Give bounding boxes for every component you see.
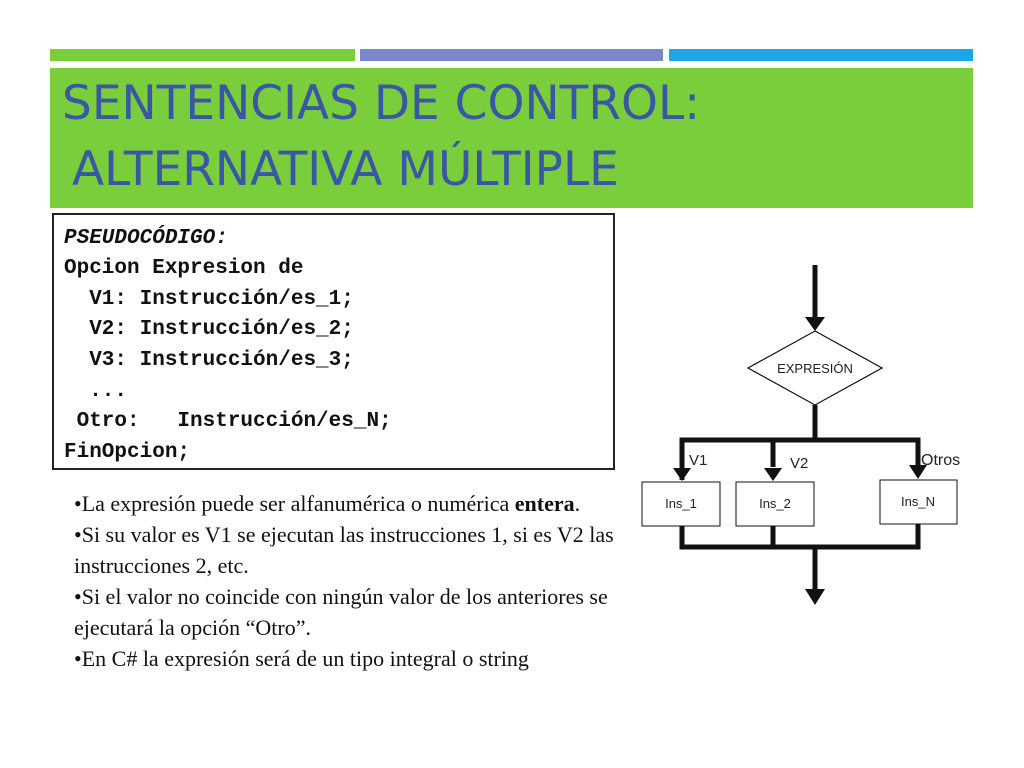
pseudocode-line: ... (64, 380, 128, 403)
exit-arrowhead (805, 589, 825, 605)
branch-label-v2: V2 (790, 455, 809, 472)
note-text: •Si el valor no coincide con ningún valor de los anteriores se ejecutará la opción “Otro”. (74, 584, 608, 640)
branch-v2-arrowhead (764, 468, 782, 481)
ins-n-label: Ins_N (901, 494, 935, 509)
branch-label-otros: Otros (921, 452, 961, 469)
pseudocode-line: V1: Instrucción/es_1; (64, 288, 354, 311)
ins-2-label: Ins_2 (759, 496, 791, 511)
pseudocode-line: FinOpcion; (64, 441, 191, 464)
entry-arrowhead (805, 317, 825, 331)
note-item (74, 519, 619, 581)
note-text: •La expresión puede ser alfanumérica o numérica (74, 491, 515, 516)
notes-list (74, 488, 619, 674)
note-text-end: . (574, 491, 581, 516)
pseudocode-line: V2: Instrucción/es_2; (64, 318, 354, 341)
pseudocode-line: Otro: Instrucción/es_N; (64, 410, 392, 433)
accent-bar-green (50, 49, 355, 61)
branch-v1-arrowhead (673, 468, 691, 481)
note-item (74, 488, 619, 519)
title-band (50, 68, 973, 208)
note-text: •Si su valor es V1 se ejecutan las instrucciones 1, si es V2 las instrucciones 2, etc. (74, 522, 614, 578)
branch-label-v1: V1 (689, 452, 708, 469)
merge-line-left (682, 524, 918, 547)
ins-1-label: Ins_1 (665, 496, 697, 511)
slide-title-line-2: ALTERNATIVA MÚLTIPLE (72, 142, 619, 197)
note-text: •En C# la expresión será de un tipo integral o string (74, 646, 529, 671)
accent-bar-blue (669, 49, 973, 61)
note-bold-text: entera (514, 491, 575, 516)
pseudocode-heading: PSEUDOCÓDIGO: (64, 227, 228, 250)
pseudocode-box (52, 213, 615, 470)
decision-label: EXPRESIÓN (777, 361, 853, 376)
slide-title-line-1: SENTENCIAS DE CONTROL: (62, 76, 701, 131)
accent-bar-lavender (360, 49, 663, 61)
flowchart (630, 255, 975, 610)
note-item (74, 581, 619, 643)
pseudocode-line: V3: Instrucción/es_3; (64, 349, 354, 372)
note-item (74, 643, 619, 674)
pseudocode-line: Opcion Expresion de (64, 257, 304, 280)
